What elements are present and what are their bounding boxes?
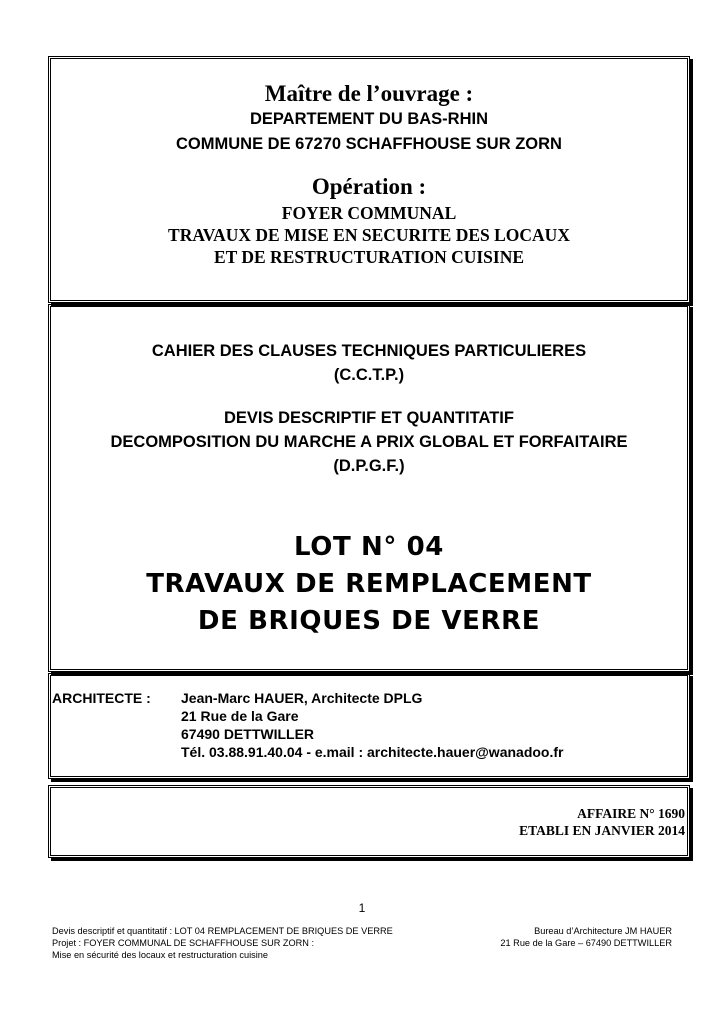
architect-name: Jean-Marc HAUER, Architecte DPLG bbox=[181, 690, 423, 706]
affaire-date: ETABLI EN JANVIER 2014 bbox=[519, 823, 685, 838]
footer-left-line-1: Devis descriptif et quantitatif : LOT 04 REMPLACEMENT DE BRIQUES DE VERRE bbox=[52, 926, 393, 936]
dpgf-line-1: DEVIS DESCRIPTIF ET QUANTITATIF bbox=[224, 409, 514, 427]
footer-left-line-2: Projet : FOYER COMMUNAL DE SCHAFFHOUSE SUR ZORN : bbox=[52, 938, 315, 948]
lot-title-line-1: TRAVAUX DE REMPLACEMENT bbox=[146, 569, 592, 599]
cctp-abbr: (C.C.T.P.) bbox=[333, 366, 405, 384]
footer-right-line-1: Bureau d’Architecture JM HAUER bbox=[534, 926, 672, 936]
dpgf-line-2: DECOMPOSITION DU MARCHE A PRIX GLOBAL ET FORFAITAIRE bbox=[110, 433, 628, 451]
architect-city: 67490 DETTWILLER bbox=[181, 726, 315, 742]
lot-number: LOT N° 04 bbox=[294, 532, 444, 562]
cctp-title: CAHIER DES CLAUSES TECHNIQUES PARTICULIERES bbox=[151, 342, 587, 360]
architect-box bbox=[48, 673, 690, 779]
owner-heading: Maître de l’ouvrage : bbox=[264, 81, 474, 106]
architect-label: ARCHITECTE : bbox=[52, 690, 151, 706]
affaire-box bbox=[48, 785, 690, 858]
document-title-box bbox=[48, 304, 690, 672]
owner-line-1: DEPARTEMENT DU BAS-RHIN bbox=[249, 110, 489, 128]
architect-contact: Tél. 03.88.91.40.04 - e.mail : architecte.hauer@wanadoo.fr bbox=[181, 744, 564, 760]
operation-line-1: FOYER COMMUNAL bbox=[281, 203, 457, 223]
page-number: 1 bbox=[358, 901, 366, 915]
owner-line-2: COMMUNE DE 67270 SCHAFFHOUSE SUR ZORN bbox=[176, 135, 562, 153]
operation-line-3: ET DE RESTRUCTURATION CUISINE bbox=[213, 247, 525, 267]
footer-left-line-3: Mise en sécurité des locaux et restructuration cuisine bbox=[52, 950, 269, 960]
owner-operation-box bbox=[48, 56, 690, 303]
footer-right-line-2: 21 Rue de la Gare – 67490 DETTWILLER bbox=[500, 938, 672, 948]
operation-line-2: TRAVAUX DE MISE EN SECURITE DES LOCAUX bbox=[168, 225, 570, 245]
lot-title-line-2: DE BRIQUES DE VERRE bbox=[197, 606, 541, 636]
operation-heading: Opération : bbox=[311, 174, 427, 199]
architect-street: 21 Rue de la Gare bbox=[181, 708, 299, 724]
dpgf-abbr: (D.P.G.F.) bbox=[333, 457, 405, 475]
affaire-number: AFFAIRE N° 1690 bbox=[577, 806, 685, 821]
